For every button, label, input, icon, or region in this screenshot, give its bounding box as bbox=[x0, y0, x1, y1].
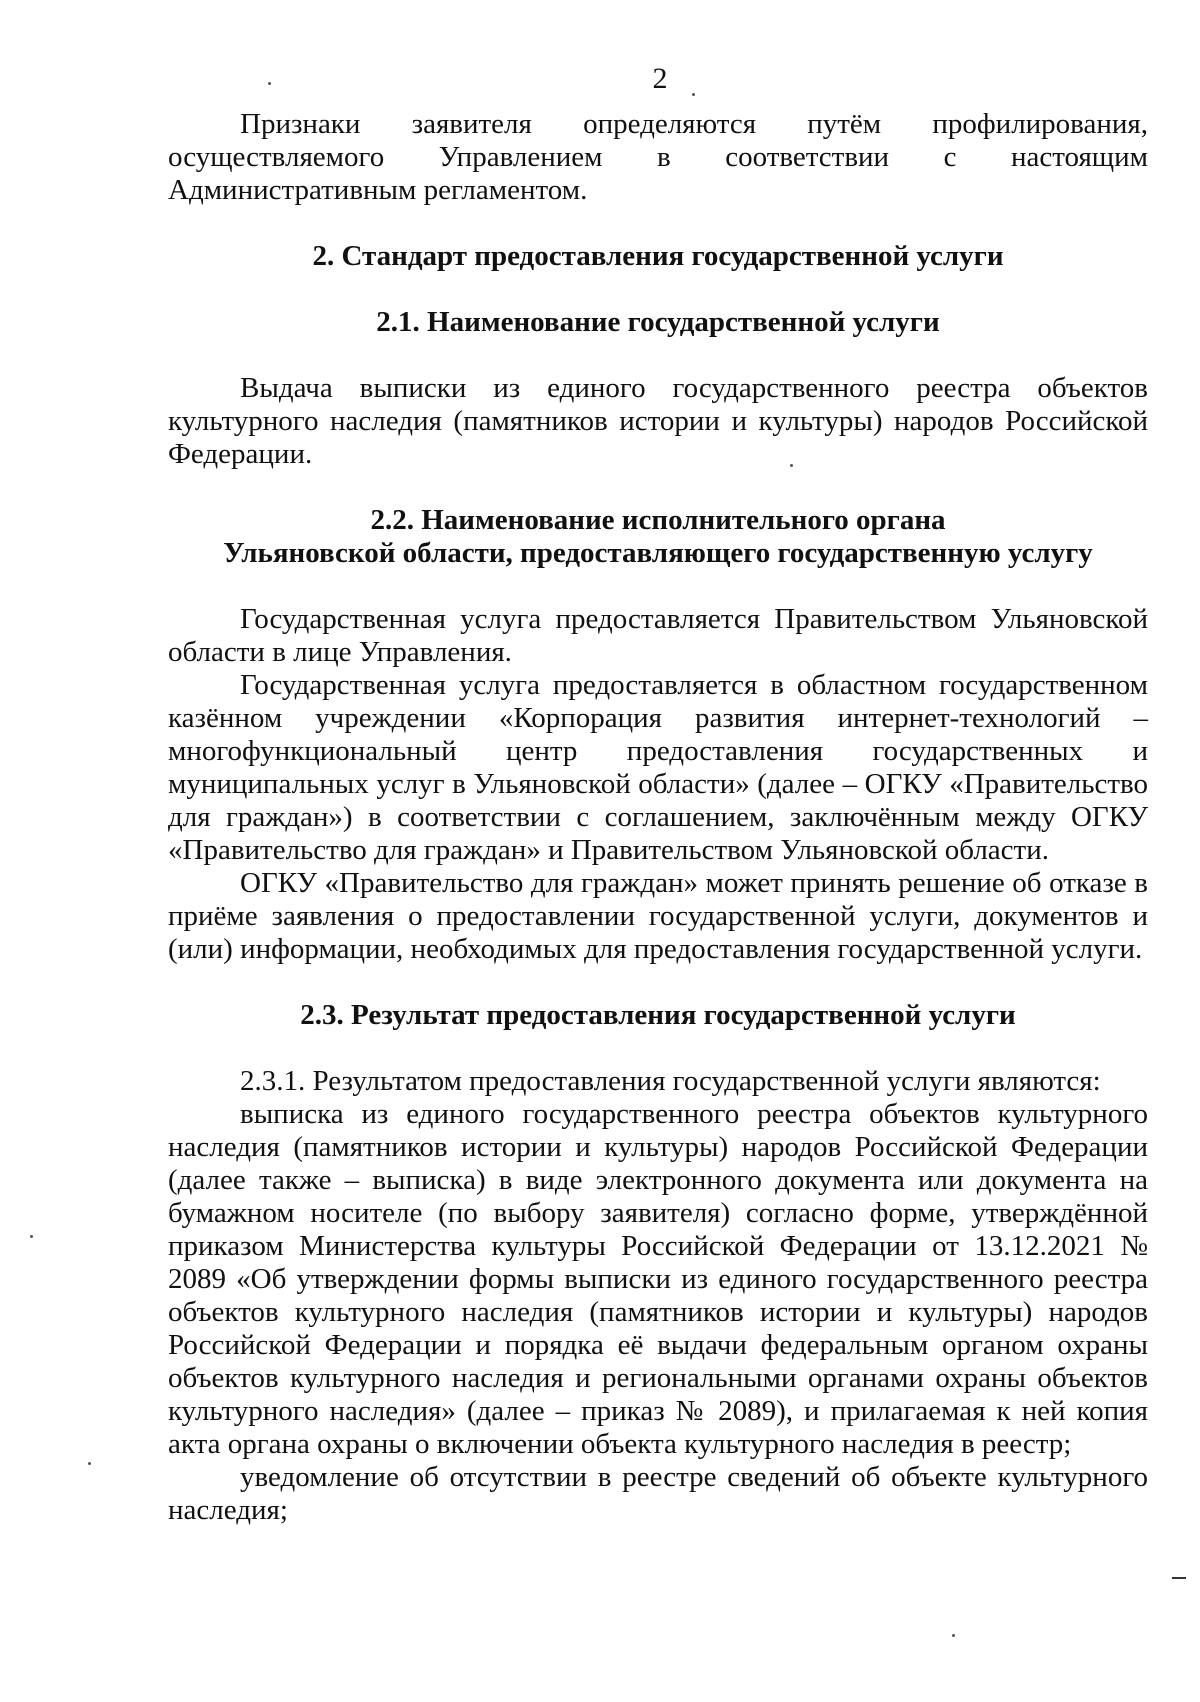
section-2-1-title: 2.1. Наименование государственной услуги bbox=[376, 306, 940, 338]
scan-speck bbox=[88, 1462, 91, 1465]
section-2-3-paragraph-1: 2.3.1. Результатом предоставления государственной услуги являются: bbox=[240, 1065, 1101, 1097]
section-2-1-text: Выдача выписки из единого государственного реестра объектов культурного наследия (памятников истории и культуры) народов Российской Федерации. bbox=[168, 372, 1148, 470]
section-2-2-paragraph-1: Государственная услуга предоставляется Правительством Ульяновской области в лице Управления. bbox=[168, 603, 1148, 668]
scan-dash-mark bbox=[1172, 1577, 1186, 1579]
document-body bbox=[168, 108, 1148, 1527]
applicant-attributes-paragraph: Признаки заявителя определяются путём профилирования, осуществляемого Управлением в соответствии с настоящим Административным регламентом. bbox=[168, 108, 1148, 206]
section-2-2-title bbox=[168, 504, 1148, 570]
section-2-3-title: 2.3. Результат предоставления государственной услуги bbox=[300, 999, 1016, 1031]
scan-speck bbox=[790, 464, 793, 467]
section-2-3-paragraph-2: выписка из единого государственного реестра объектов культурного наследия (памятников истории и культуры) народов Российской Федерации (далее также – выписка) в виде электронного документа или документа на бумажном носителе (по выбору заявителя) согласно форме, утверждённой приказом Министерства культуры Российской Федерации от 13.12.2021 № 2089 «Об утверждении формы выписки из единого государственного реестра объектов культурного наследия (памятников истории и культуры) народов Российской Федерации и порядка её выдачи федеральным органом охраны объектов культурного наследия и региональными органами охраны объектов культурного наследия» (далее – приказ № 2089), и прилагаемая к ней копия акта органа охраны о включении объекта культурного наследия в реестр; bbox=[168, 1098, 1148, 1460]
section-2-2-title-line-1: 2.2. Наименование исполнительного органа bbox=[370, 504, 946, 536]
section-2-3-paragraph-3: уведомление об отсутствии в реестре сведений об объекте культурного наследия; bbox=[168, 1461, 1148, 1526]
section-2-title: 2. Стандарт предоставления государственной услуги bbox=[312, 240, 1004, 272]
scan-speck bbox=[30, 1235, 33, 1238]
scan-speck bbox=[268, 82, 271, 85]
scan-speck bbox=[952, 1634, 955, 1637]
page-number: 2 bbox=[652, 62, 668, 95]
section-2-2-paragraph-3: ОГКУ «Правительство для граждан» может принять решение об отказе в приёме заявления о предоставлении государственной услуги, документов и (или) информации, необходимых для предоставления государственной услуги. bbox=[168, 867, 1148, 965]
scan-speck bbox=[692, 93, 695, 96]
section-2-2-title-line-2: Ульяновской области, предоставляющего государственную услугу bbox=[223, 537, 1093, 569]
section-2-2-paragraph-2: Государственная услуга предоставляется в областном государственном казённом учреждении «Корпорация развития интернет-технологий – многофункциональный центр предоставления государственных и муниципальных услуг в Ульяновской области» (далее – ОГКУ «Правительство для граждан») в соответствии с соглашением, заключённым между ОГКУ «Правительство для граждан» и Правительством Ульяновской области. bbox=[168, 669, 1148, 866]
